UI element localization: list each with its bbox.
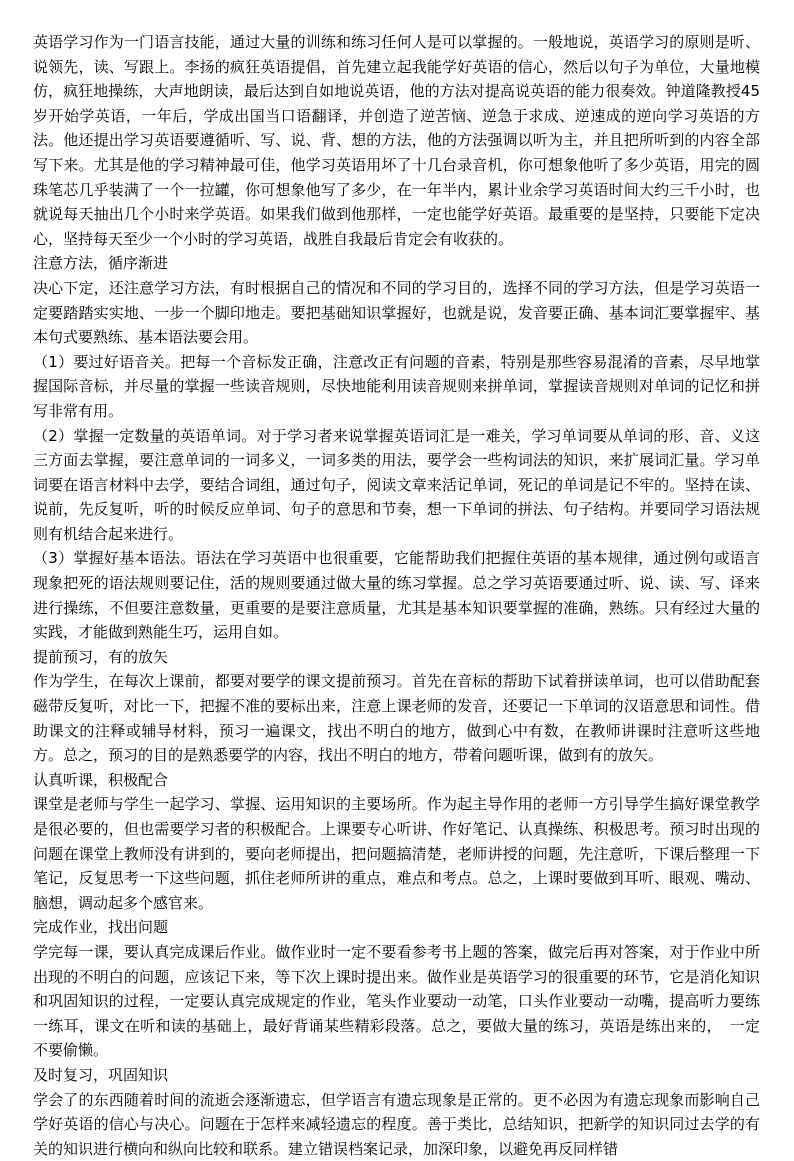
section-heading-homework: 完成作业，找出问题: [33, 918, 169, 937]
paragraph-grammar: （3）掌握好基本语法。语法在学习英语中也很重要，它能帮助我们把握住英语的基本规律，通过例句或语言现象把死的语法规则要记住，活的规则要通过做大量的练习掌握。总之学习英语要通过听、说、读、写、译来进行操练，不但要注意数量，更重要的是要注意质量，尤其是基本知识要掌握的准确，熟练。只有经过大量的实践，才能做到熟能生巧，运用自如。: [33, 549, 760, 642]
paragraph-listen: 课堂是老师与学生一起学习、掌握、运用知识的主要场所。作为起主导作用的老师一方引导学生搞好课堂教学是很必要的，但也需要学习者的积极配合。上课要专心听讲、作好笔记、认真操练、积极思考。预习时出现的问题在课堂上教师没有讲到的，要向老师提出，把问题搞清楚，老师讲授的问题，先注意听，下课后整理一下笔记，反复思考一下这些问题，抓住老师所讲的重点，难点和考点。总之，上课时要做到耳听、眼观、嘴动、脑想，调动起多个感官来。: [33, 795, 760, 912]
paragraph-preview: 作为学生，在每次上课前，都要对要学的课文提前预习。首先在音标的帮助下试着拼读单词，也可以借助配套磁带反复听，对比一下，把握不准的要标出来，注意上课老师的发音，还要记一下单词的汉语意思和词性。借助课文的注释或辅导材料，预习一遍课文，找出不明白的地方，做到心中有数，在教师讲课时注意听这些地方。总之，预习的目的是熟悉要学的内容，找出不明白的地方，带着问题听课，做到有的放矢。: [33, 672, 760, 765]
paragraph-review: 学会了的东西随着时间的流逝会逐渐遗忘，但学语言有遗忘现象是正常的。更不必因为有遗忘现象而影响自己学好英语的信心与决心。问题在于怎样来减轻遗忘的程度。善于类比，总结知识，把新学的知识同过去学的有关的知识进行横向和纵向比较和联系。建立错误档案记录，加深印象，以避免再反同样错: [33, 1090, 760, 1158]
paragraph-pronunciation: （1）要过好语音关。把每一个音标发正确，注意改正有问题的音素，特别是那些容易混淆的音素，尽早地掌握国际音标，并尽量的掌握一些读音规则，尽快地能利用读音规则来拼单词，掌握读音规则对单词的记忆和拼写非常有用。: [33, 352, 760, 420]
section-heading-preview: 提前预习，有的放矢: [33, 647, 169, 666]
section-heading-listen: 认真听课，积极配合: [33, 770, 169, 789]
paragraph-method: 决心下定，还注意学习方法，有时根据自己的情况和不同的学习目的，选择不同的学习方法，但是学习英语一定要踏踏实实地、一步一个脚印地走。要把基础知识掌握好，也就是说，发音要正确、基本词汇要掌握牢、基本句式要熟练、基本语法要会用。: [33, 278, 760, 347]
document-body: [33, 30, 760, 1161]
paragraph-intro: 英语学习作为一门语言技能，通过大量的训练和练习任何人是可以掌握的。一般地说，英语学习的原则是听、说领先，读、写跟上。李扬的疯狂英语提倡，首先建立起我能学好英语的信心，然后以句子为单位，大量地模仿，疯狂地操练，大声地朗读，最后达到自如地说英语，他的方法对提高说英语的能力很奏效。钟道隆教授45岁开始学英语，一年后，学成出国当口语翻译，并创造了逆苦恼、逆急于求成、逆速成的逆向学习英语的方法。他还提出学习英语要遵循听、写、说、背、想的方法，他的方法强调以听为主，并且把所听到的内容全部写下来。尤其是他的学习精神最可佳，他学习英语用坏了十几台录音机，你可想象他听了多少英语，用完的圆珠笔芯几乎装满了一个一拉罐，你可想象他写了多少，在一年半内，累计业余学习英语时间大约三千小时，也就说每天抽出几个小时来学英语。如果我们做到他那样，一定也能学好英语。最重要的是坚持，只要能下定决心，坚持每天至少一个小时的学习英语，战胜自我最后肯定会有收获的。: [33, 33, 760, 248]
paragraph-homework: 学完每一课，要认真完成课后作业。做作业时一定不要看参考书上题的答案，做完后再对答案，对于作业中所出现的不明白的问题，应该记下来，等下次上课时提出来。做作业是英语学习的很重要的环节，它是消化知识和巩固知识的过程，一定要认真完成规定的作业，笔头作业要动一动笔，口头作业要动一动嘴，提高听力要练一练耳，课文在听和读的基础上，最好背诵某些精彩段落。总之，要做大量的练习，英语是练出来的， 一定不要偷懒。: [33, 942, 760, 1060]
paragraph-vocabulary: （2）掌握一定数量的英语单词。对于学习者来说掌握英语词汇是一难关，学习单词要从单词的形、音、义这三方面去掌握，要注意单词的一词多义，一词多类的用法，要学会一些构词法的知识，来扩展词汇量。学习单词要在语言材料中去学，要结合词组，通过句子，阅读文章来活记单词，死记的单词是记不牢的。坚持在读、说前，先反复听，听的时候反应单词、句子的意思和节奏，想一下单词的拼法、句子结构。并要同学习语法规则有机结合起来进行。: [33, 426, 760, 543]
section-heading-review: 及时复习，巩固知识: [33, 1065, 169, 1084]
section-heading-method: 注意方法，循序渐进: [33, 254, 169, 273]
